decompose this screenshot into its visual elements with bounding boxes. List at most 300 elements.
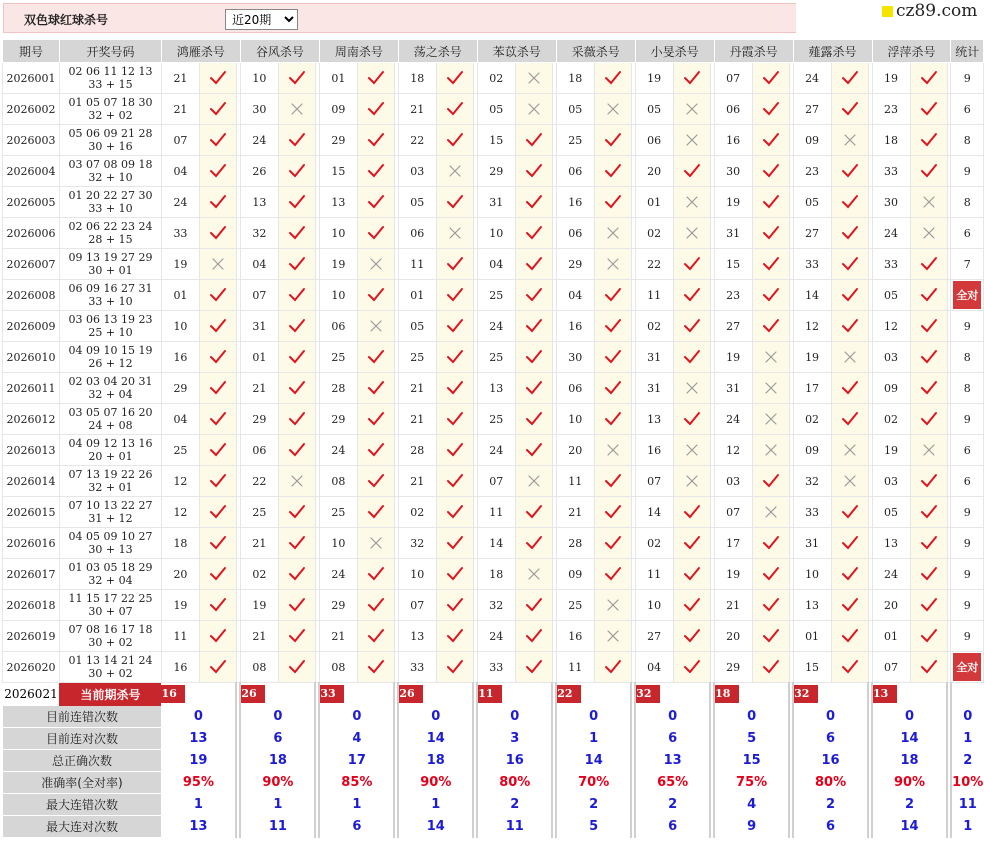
hit-cell xyxy=(673,590,710,621)
period-cell: 2026019 xyxy=(3,621,60,652)
check-icon xyxy=(525,535,543,551)
page-title: 双色球红球杀号 xyxy=(24,13,109,27)
hit-cell xyxy=(199,342,236,373)
hit-cell xyxy=(752,218,789,249)
stat-cell xyxy=(951,652,984,683)
table-row xyxy=(3,218,984,249)
draw-numbers-cell: 07 10 13 22 27 31 + 12 xyxy=(59,497,161,528)
summary-value: 95% xyxy=(161,772,236,794)
col-expert-7: 丹霞杀号 xyxy=(714,40,793,63)
check-icon xyxy=(841,659,859,675)
kill-number-cell: 28 xyxy=(319,373,357,404)
kill-number-cell: 32 xyxy=(793,466,831,497)
check-icon xyxy=(604,411,622,427)
stat-cell: 9 xyxy=(951,156,984,187)
period-cell: 2026016 xyxy=(3,528,60,559)
hit-cell xyxy=(436,280,473,311)
kill-number-cell: 07 xyxy=(714,63,752,94)
brand-logo[interactable] xyxy=(796,0,984,33)
kill-number-cell: 19 xyxy=(714,187,752,218)
miss-cell xyxy=(752,373,789,404)
check-icon xyxy=(446,504,464,520)
cross-icon xyxy=(762,411,780,427)
stat-cell xyxy=(951,280,984,311)
kill-number-cell: 19 xyxy=(240,590,278,621)
hit-cell xyxy=(357,621,394,652)
kill-number-cell: 03 xyxy=(872,466,910,497)
check-icon xyxy=(525,225,543,241)
kill-number-cell: 19 xyxy=(872,435,910,466)
hit-cell xyxy=(199,311,236,342)
check-icon xyxy=(288,504,306,520)
summary-row xyxy=(3,794,984,816)
hit-cell xyxy=(910,94,947,125)
col-expert-5: 采薇杀号 xyxy=(556,40,635,63)
hit-cell xyxy=(673,528,710,559)
summary-value: 1 xyxy=(161,794,236,816)
kill-number-cell: 08 xyxy=(240,652,278,683)
hit-cell xyxy=(278,435,315,466)
summary-stat-value: 1 xyxy=(951,728,984,750)
kill-number-cell: 27 xyxy=(793,94,831,125)
kill-number-cell: 05 xyxy=(872,497,910,528)
kill-number-cell: 13 xyxy=(398,621,436,652)
summary-value: 0 xyxy=(477,706,552,728)
current-kill-number: 26 xyxy=(399,685,423,703)
hit-cell xyxy=(752,280,789,311)
stat-cell: 9 xyxy=(951,559,984,590)
kill-number-cell: 06 xyxy=(556,218,594,249)
summary-value: 14 xyxy=(556,750,631,772)
kill-number-cell: 02 xyxy=(793,404,831,435)
hit-cell xyxy=(673,63,710,94)
check-icon xyxy=(446,442,464,458)
summary-value: 15 xyxy=(714,750,789,772)
hit-cell xyxy=(831,497,868,528)
check-icon xyxy=(367,504,385,520)
cross-icon xyxy=(920,194,938,210)
kill-number-cell: 10 xyxy=(161,311,199,342)
kill-number-cell: 01 xyxy=(872,621,910,652)
kill-number-cell: 28 xyxy=(556,528,594,559)
hit-cell xyxy=(752,94,789,125)
draw-numbers-cell: 04 05 09 10 27 30 + 13 xyxy=(59,528,161,559)
check-icon xyxy=(209,473,227,489)
cross-icon xyxy=(683,442,701,458)
check-icon xyxy=(446,194,464,210)
period-cell: 2026001 xyxy=(3,63,60,94)
hit-cell xyxy=(752,528,789,559)
kill-number-cell: 18 xyxy=(556,63,594,94)
check-icon xyxy=(762,132,780,148)
period-cell: 2026015 xyxy=(3,497,60,528)
hit-cell xyxy=(673,311,710,342)
cross-icon xyxy=(683,225,701,241)
check-icon xyxy=(525,659,543,675)
table-row xyxy=(3,249,984,280)
hit-cell xyxy=(515,652,552,683)
draw-numbers-cell: 02 06 22 23 24 28 + 15 xyxy=(59,218,161,249)
hit-cell xyxy=(594,342,631,373)
hit-cell xyxy=(831,590,868,621)
table-row xyxy=(3,156,984,187)
check-icon xyxy=(525,287,543,303)
kill-number-cell: 19 xyxy=(635,63,673,94)
hit-cell xyxy=(436,373,473,404)
check-icon xyxy=(209,132,227,148)
hit-cell xyxy=(436,528,473,559)
check-icon xyxy=(209,380,227,396)
hit-cell xyxy=(436,559,473,590)
check-icon xyxy=(604,318,622,334)
col-expert-8: 薤露杀号 xyxy=(793,40,872,63)
summary-value: 90% xyxy=(398,772,473,794)
range-select[interactable] xyxy=(225,9,298,30)
hit-cell xyxy=(910,466,947,497)
kill-number-cell: 16 xyxy=(161,342,199,373)
period-cell: 2026017 xyxy=(3,559,60,590)
check-icon xyxy=(920,70,938,86)
hit-cell xyxy=(357,63,394,94)
kill-number-cell: 02 xyxy=(635,218,673,249)
summary-value: 9 xyxy=(714,816,789,838)
check-icon xyxy=(446,349,464,365)
check-icon xyxy=(209,101,227,117)
stat-cell: 6 xyxy=(951,435,984,466)
summary-value: 6 xyxy=(793,728,868,750)
check-icon xyxy=(525,194,543,210)
check-icon xyxy=(525,504,543,520)
check-icon xyxy=(683,597,701,613)
stat-cell: 7 xyxy=(951,249,984,280)
hit-cell xyxy=(910,497,947,528)
period-cell: 2026009 xyxy=(3,311,60,342)
draw-numbers-cell: 06 09 16 27 31 33 + 10 xyxy=(59,280,161,311)
current-period-row xyxy=(3,683,984,706)
hit-cell xyxy=(831,559,868,590)
kill-number-cell: 07 xyxy=(635,466,673,497)
hit-cell xyxy=(278,249,315,280)
kill-number-cell: 16 xyxy=(714,125,752,156)
cross-icon xyxy=(762,349,780,365)
col-expert-1: 谷风杀号 xyxy=(240,40,319,63)
kill-number-cell: 29 xyxy=(319,125,357,156)
kill-number-cell: 07 xyxy=(161,125,199,156)
stat-cell: 6 xyxy=(951,94,984,125)
kill-number-cell: 23 xyxy=(714,280,752,311)
kill-number-cell: 29 xyxy=(319,404,357,435)
kill-number-cell: 13 xyxy=(872,528,910,559)
kill-number-cell: 07 xyxy=(240,280,278,311)
hit-cell xyxy=(199,63,236,94)
check-icon xyxy=(841,225,859,241)
kill-number-cell: 24 xyxy=(872,218,910,249)
draw-numbers-cell: 04 09 10 15 19 26 + 12 xyxy=(59,342,161,373)
period-cell: 2026010 xyxy=(3,342,60,373)
check-icon xyxy=(288,287,306,303)
kill-number-cell: 01 xyxy=(161,280,199,311)
check-icon xyxy=(841,256,859,272)
hit-cell xyxy=(199,94,236,125)
summary-stat-value: 1 xyxy=(951,816,984,838)
kill-number-cell: 01 xyxy=(635,187,673,218)
summary-value: 3 xyxy=(477,728,552,750)
kill-number-cell: 31 xyxy=(635,373,673,404)
draw-numbers-cell: 07 08 16 17 18 30 + 02 xyxy=(59,621,161,652)
current-kill-cell xyxy=(477,683,552,706)
miss-cell xyxy=(910,187,947,218)
miss-cell xyxy=(357,528,394,559)
hit-cell xyxy=(357,280,394,311)
check-icon xyxy=(367,566,385,582)
hit-cell xyxy=(752,311,789,342)
hit-cell xyxy=(594,311,631,342)
check-icon xyxy=(762,70,780,86)
miss-cell xyxy=(594,94,631,125)
kill-number-cell: 27 xyxy=(635,621,673,652)
check-icon xyxy=(920,535,938,551)
hit-cell xyxy=(910,125,947,156)
kill-number-cell: 29 xyxy=(161,373,199,404)
kill-number-cell: 30 xyxy=(714,156,752,187)
kill-number-cell: 10 xyxy=(319,218,357,249)
check-icon xyxy=(446,380,464,396)
kill-number-cell: 12 xyxy=(872,311,910,342)
miss-cell xyxy=(673,187,710,218)
kill-number-cell: 10 xyxy=(319,528,357,559)
check-icon xyxy=(367,411,385,427)
hit-cell xyxy=(752,652,789,683)
summary-value: 6 xyxy=(635,728,710,750)
kill-number-cell: 11 xyxy=(635,280,673,311)
check-icon xyxy=(446,628,464,644)
check-icon xyxy=(525,318,543,334)
kill-number-cell: 01 xyxy=(793,621,831,652)
hit-cell xyxy=(910,280,947,311)
kill-number-cell: 33 xyxy=(477,652,515,683)
table-row xyxy=(3,404,984,435)
current-kill-cell xyxy=(398,683,473,706)
kill-number-cell: 15 xyxy=(793,652,831,683)
check-icon xyxy=(920,256,938,272)
kill-number-cell: 24 xyxy=(477,435,515,466)
check-icon xyxy=(762,659,780,675)
kill-number-cell: 21 xyxy=(161,94,199,125)
kill-number-cell: 18 xyxy=(398,63,436,94)
summary-stat-value: 10% xyxy=(951,772,984,794)
check-icon xyxy=(446,132,464,148)
hit-cell xyxy=(515,342,552,373)
hit-cell xyxy=(357,156,394,187)
hit-cell xyxy=(357,404,394,435)
draw-numbers-cell: 01 20 22 27 30 33 + 10 xyxy=(59,187,161,218)
summary-value: 85% xyxy=(319,772,394,794)
check-icon xyxy=(367,349,385,365)
kill-number-cell: 32 xyxy=(477,590,515,621)
cross-icon xyxy=(604,256,622,272)
summary-value: 13 xyxy=(635,750,710,772)
summary-value: 13 xyxy=(161,728,236,750)
miss-cell xyxy=(673,125,710,156)
kill-number-cell: 24 xyxy=(477,311,515,342)
summary-value: 6 xyxy=(319,816,394,838)
check-icon xyxy=(841,411,859,427)
kill-number-cell: 20 xyxy=(161,559,199,590)
stat-cell: 9 xyxy=(951,404,984,435)
kill-number-cell: 09 xyxy=(319,94,357,125)
kill-number-cell: 21 xyxy=(240,528,278,559)
hit-cell xyxy=(910,404,947,435)
check-icon xyxy=(209,628,227,644)
hit-cell xyxy=(910,590,947,621)
hit-cell xyxy=(910,156,947,187)
summary-label: 准确率(全对率) xyxy=(3,772,162,794)
hit-cell xyxy=(515,218,552,249)
hit-cell xyxy=(594,466,631,497)
check-icon xyxy=(367,628,385,644)
summary-value: 16 xyxy=(477,750,552,772)
table-row xyxy=(3,373,984,404)
check-icon xyxy=(288,442,306,458)
table-row xyxy=(3,621,984,652)
draw-numbers-cell: 02 03 04 20 31 32 + 04 xyxy=(59,373,161,404)
kill-number-cell: 20 xyxy=(635,156,673,187)
summary-value: 17 xyxy=(319,750,394,772)
check-icon xyxy=(604,163,622,179)
period-cell: 2026014 xyxy=(3,466,60,497)
col-stat: 统计 xyxy=(951,40,984,63)
kill-number-cell: 13 xyxy=(635,404,673,435)
cross-icon xyxy=(920,225,938,241)
check-icon xyxy=(446,287,464,303)
check-icon xyxy=(920,132,938,148)
stat-cell: 9 xyxy=(951,621,984,652)
hit-cell xyxy=(357,373,394,404)
period-cell: 2026020 xyxy=(3,652,60,683)
summary-value: 19 xyxy=(161,750,236,772)
draw-numbers-cell: 01 13 14 21 24 30 + 02 xyxy=(59,652,161,683)
cross-icon xyxy=(604,101,622,117)
miss-cell xyxy=(752,497,789,528)
kill-number-cell: 21 xyxy=(714,590,752,621)
hit-cell xyxy=(278,590,315,621)
draw-numbers-cell: 01 03 05 18 29 32 + 04 xyxy=(59,559,161,590)
hit-cell xyxy=(831,156,868,187)
current-kill-cell xyxy=(872,683,947,706)
kill-number-cell: 16 xyxy=(556,621,594,652)
kill-number-cell: 20 xyxy=(714,621,752,652)
kill-number-cell: 24 xyxy=(714,404,752,435)
hit-cell xyxy=(436,187,473,218)
kill-number-cell: 12 xyxy=(161,466,199,497)
hit-cell xyxy=(594,187,631,218)
check-icon xyxy=(604,566,622,582)
summary-value: 0 xyxy=(793,706,868,728)
kill-number-cell: 22 xyxy=(635,249,673,280)
current-kill-cell xyxy=(240,683,315,706)
cross-icon xyxy=(683,380,701,396)
cross-icon xyxy=(525,101,543,117)
hit-cell xyxy=(752,249,789,280)
check-icon xyxy=(209,70,227,86)
hit-cell xyxy=(910,342,947,373)
kill-table xyxy=(2,39,984,838)
hit-cell xyxy=(199,559,236,590)
summary-stat-value: 2 xyxy=(951,750,984,772)
hit-cell xyxy=(515,621,552,652)
check-icon xyxy=(683,318,701,334)
current-kill-number: 16 xyxy=(161,685,185,703)
cross-icon xyxy=(762,504,780,520)
hit-cell xyxy=(199,373,236,404)
summary-value: 18 xyxy=(240,750,315,772)
check-icon xyxy=(920,163,938,179)
table-row xyxy=(3,590,984,621)
check-icon xyxy=(525,442,543,458)
hit-cell xyxy=(673,404,710,435)
summary-value: 16 xyxy=(793,750,868,772)
check-icon xyxy=(209,597,227,613)
col-expert-2: 周南杀号 xyxy=(319,40,398,63)
hit-cell xyxy=(515,249,552,280)
kill-number-cell: 06 xyxy=(240,435,278,466)
stat-cell: 8 xyxy=(951,342,984,373)
kill-number-cell: 13 xyxy=(477,373,515,404)
check-icon xyxy=(841,535,859,551)
kill-number-cell: 29 xyxy=(477,156,515,187)
check-icon xyxy=(288,163,306,179)
hit-cell xyxy=(910,249,947,280)
hit-cell xyxy=(357,125,394,156)
hit-cell xyxy=(594,559,631,590)
kill-number-cell: 10 xyxy=(319,280,357,311)
summary-value: 75% xyxy=(714,772,789,794)
kill-number-cell: 08 xyxy=(319,652,357,683)
cross-icon xyxy=(683,194,701,210)
miss-cell xyxy=(910,218,947,249)
hit-cell xyxy=(831,373,868,404)
hit-cell xyxy=(515,373,552,404)
kill-number-cell: 19 xyxy=(714,559,752,590)
check-icon xyxy=(288,659,306,675)
hit-cell xyxy=(910,63,947,94)
kill-number-cell: 20 xyxy=(872,590,910,621)
kill-number-cell: 02 xyxy=(477,63,515,94)
kill-number-cell: 04 xyxy=(635,652,673,683)
table-row xyxy=(3,187,984,218)
check-icon xyxy=(841,597,859,613)
kill-number-cell: 18 xyxy=(161,528,199,559)
kill-number-cell: 05 xyxy=(556,94,594,125)
hit-cell xyxy=(436,652,473,683)
hit-cell xyxy=(673,652,710,683)
summary-value: 0 xyxy=(635,706,710,728)
hit-cell xyxy=(357,342,394,373)
summary-row xyxy=(3,772,984,794)
kill-number-cell: 25 xyxy=(240,497,278,528)
check-icon xyxy=(525,349,543,365)
cross-icon xyxy=(525,473,543,489)
kill-number-cell: 17 xyxy=(714,528,752,559)
check-icon xyxy=(288,225,306,241)
miss-cell xyxy=(910,435,947,466)
hit-cell xyxy=(436,466,473,497)
draw-numbers-cell: 03 06 13 19 23 25 + 10 xyxy=(59,311,161,342)
check-icon xyxy=(604,287,622,303)
check-icon xyxy=(683,163,701,179)
hit-cell xyxy=(831,311,868,342)
period-cell: 2026018 xyxy=(3,590,60,621)
